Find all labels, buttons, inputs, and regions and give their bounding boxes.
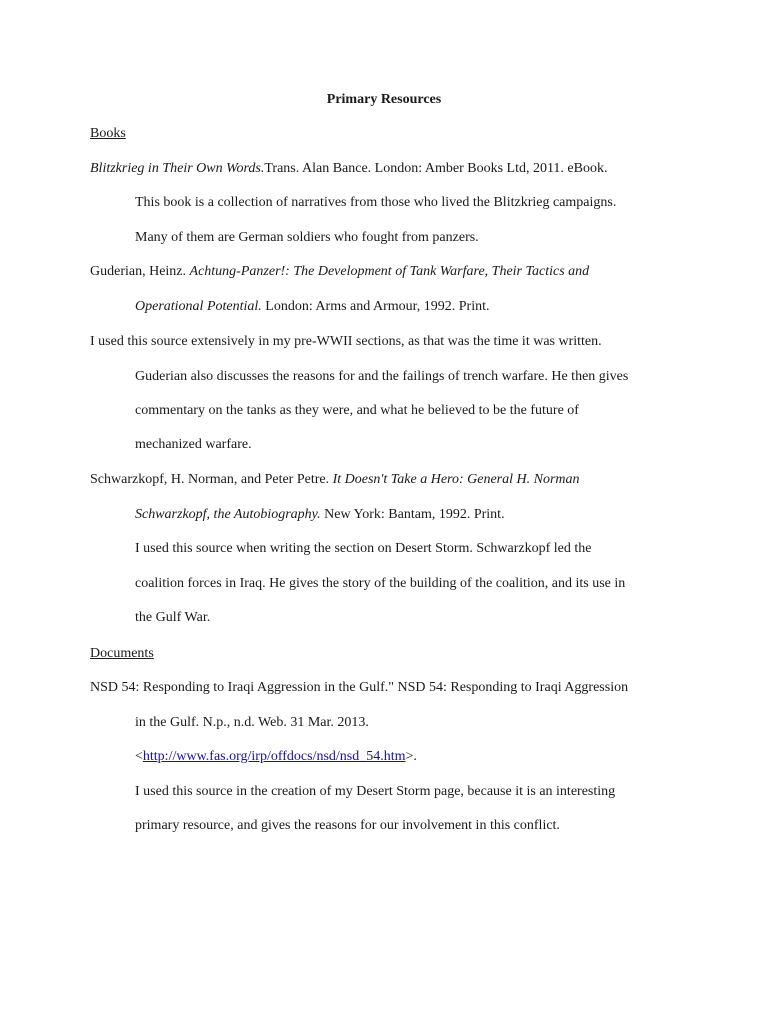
section-heading-books: Books [90, 126, 126, 141]
citation-blitzkrieg [90, 160, 607, 178]
citation-title: It Doesn't Take a Hero: General H. Norman [332, 472, 580, 487]
citation-nsd54: NSD 54: Responding to Iraqi Aggression in the Gulf." NSD 54: Responding to Iraqi Aggression [90, 680, 629, 695]
annotation-line: Many of them are German soldiers who fought from panzers. [135, 230, 479, 245]
annotation-line: primary resource, and gives the reasons for our involvement in this conflict. [135, 818, 560, 833]
annotation-line: I used this source extensively in my pre-WWII sections, as that was the time it was written. [90, 334, 602, 349]
citation-guderian [90, 263, 589, 281]
annotation-line: mechanized warfare. [135, 437, 252, 452]
page-title: Primary Resources [326, 92, 442, 107]
citation-author: Schwarzkopf, H. Norman, and Peter Petre. [90, 472, 333, 487]
annotation-line: Guderian also discusses the reasons for and the failings of trench warfare. He then gives [135, 369, 629, 384]
annotation-line: I used this source when writing the section on Desert Storm. Schwarzkopf led the [135, 541, 592, 556]
citation-schwarzkopf [90, 471, 580, 489]
annotation-line: coalition forces in Iraq. He gives the story of the building of the coalition, and its use in [135, 576, 626, 591]
url-open-bracket: < [135, 749, 143, 764]
citation-title: Operational Potential. [135, 299, 262, 314]
citation-details: Trans. Alan Bance. London: Amber Books Ltd, 2011. eBook. [264, 161, 608, 176]
citation-schwarzkopf-continued [135, 506, 505, 524]
citation-details: New York: Bantam, 1992. Print. [320, 507, 505, 522]
annotation-line: I used this source in the creation of my Desert Storm page, because it is an interesting [135, 784, 616, 799]
citation-author: Guderian, Heinz. [90, 264, 190, 279]
citation-url-line [135, 748, 417, 766]
citation-details: London: Arms and Armour, 1992. Print. [261, 299, 490, 314]
citation-nsd54-continued: in the Gulf. N.p., n.d. Web. 31 Mar. 2013. [135, 715, 369, 730]
url-close-bracket: >. [405, 749, 417, 764]
citation-title: Schwarzkopf, the Autobiography. [135, 507, 321, 522]
source-url-link[interactable]: http://www.fas.org/irp/offdocs/nsd/nsd_54.htm [142, 749, 406, 764]
annotation-line: the Gulf War. [135, 610, 211, 625]
section-heading-documents: Documents [90, 646, 154, 661]
citation-guderian-continued [135, 298, 489, 316]
annotation-line: commentary on the tanks as they were, and what he believed to be the future of [135, 403, 579, 418]
citation-title: Blitzkrieg in Their Own Words. [90, 161, 265, 176]
citation-title: Achtung-Panzer!: The Development of Tank Warfare, Their Tactics and [189, 264, 590, 279]
annotation-line: This book is a collection of narratives from those who lived the Blitzkrieg campaigns. [135, 195, 617, 210]
